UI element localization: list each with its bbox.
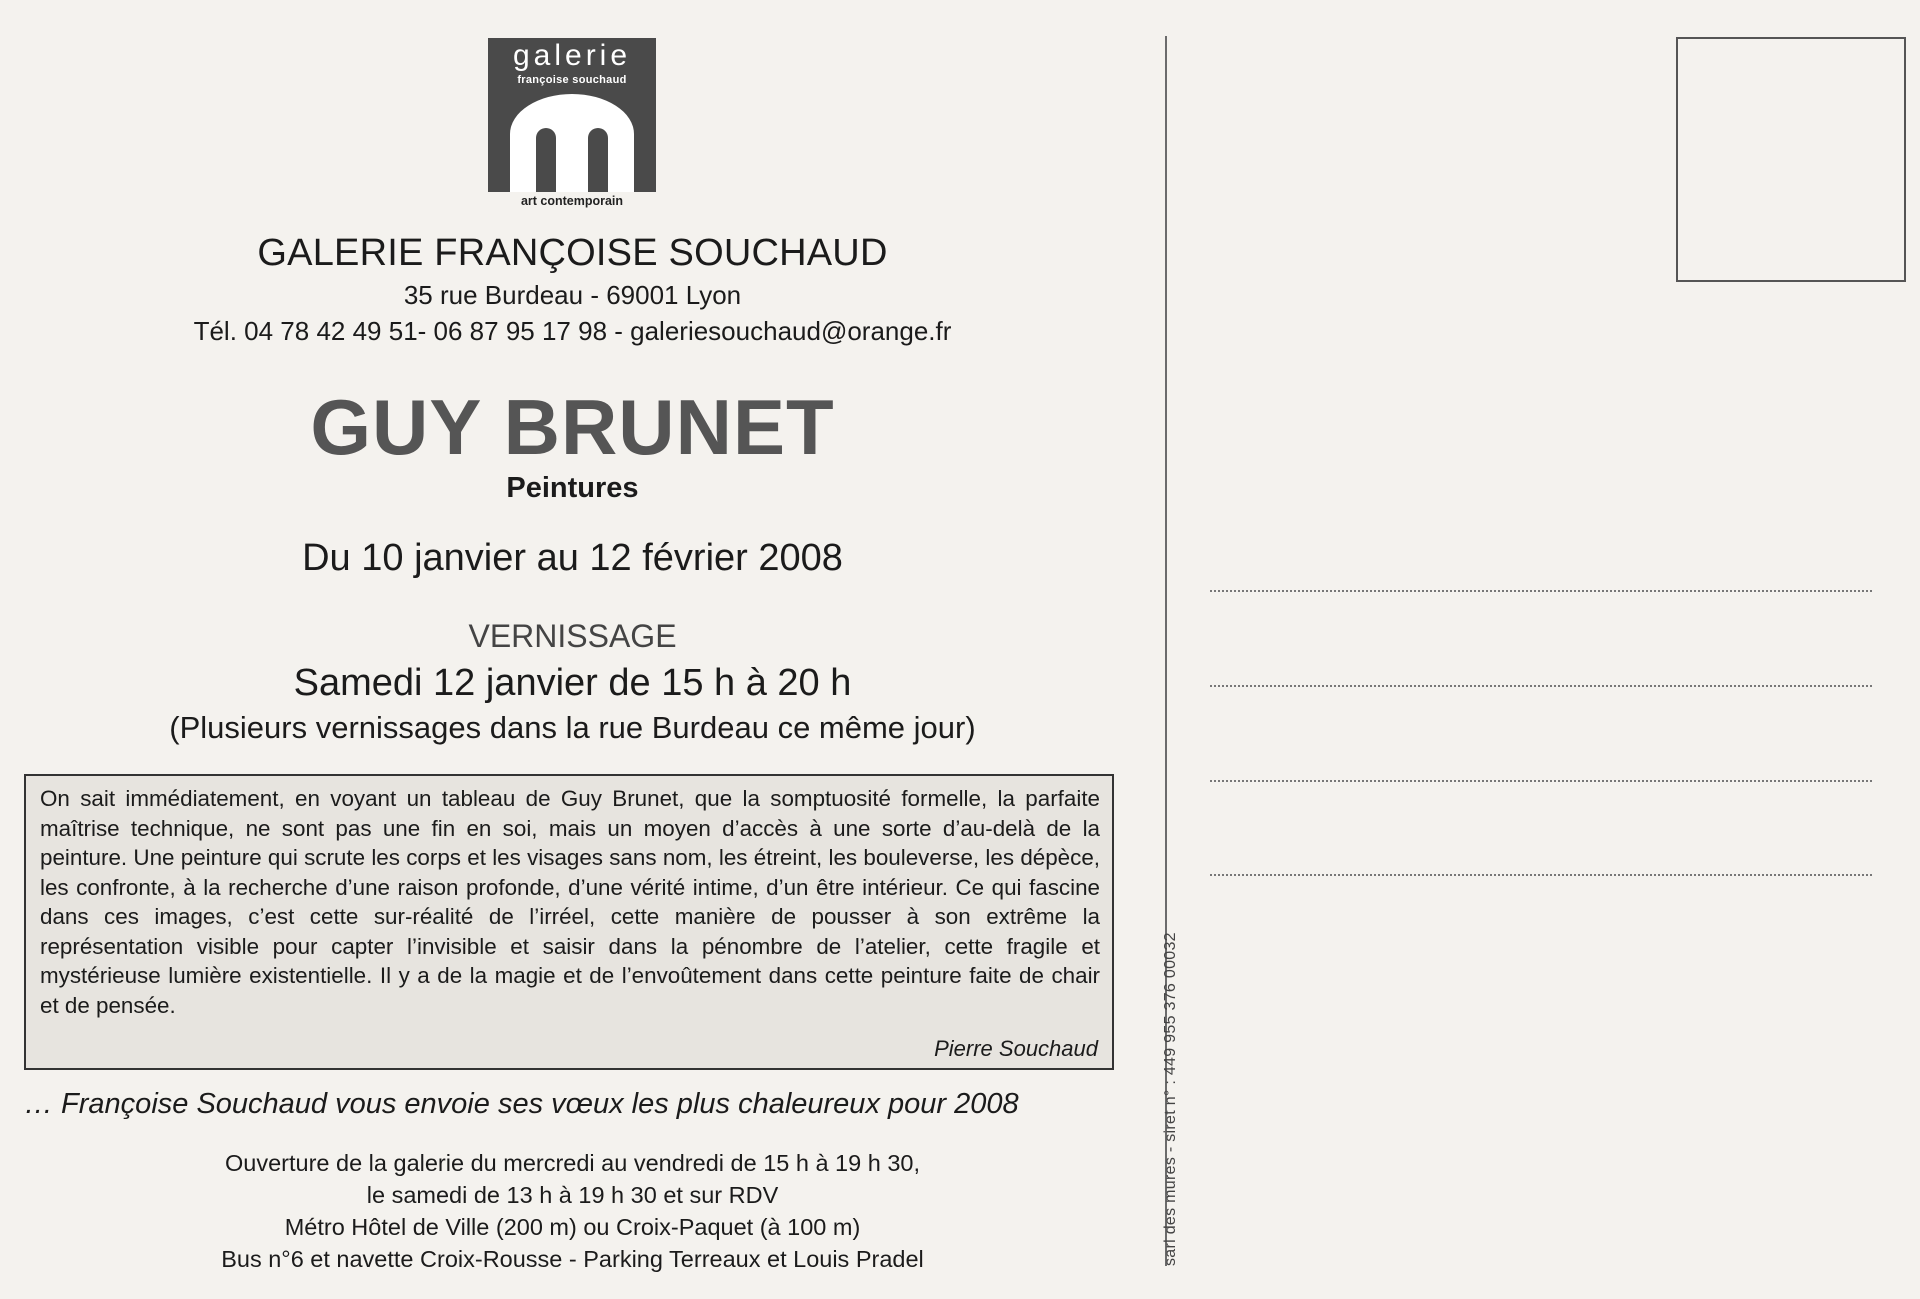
critique-text: On sait immédiatement, en voyant un tableau de Guy Brunet, que la somptuosité formelle, la parfaite maîtrise technique, ne sont pas une fin en soi, mais un moyen d’accès à une sorte d’au-delà de la peinture. Une peinture qui scrute les corps et les visages sans nom, les étreint, les bouleverse, les dépèce, les confronte, à la recherche d’une raison profonde, d’une vérité intime, d’un être intérieur. Ce qui fascine dans ces images, c’est cette sur-réalité de l’irréel, cette manière de pousser à son extrême la représentation visible pour capter l’invisible et saisir dans la pénombre de l’atelier, cette fragile et mystérieuse lumière existentielle. Il y a de la magie et de l’envoûtement dans cette peinture faite de chair et de pensée. [40,786,1100,1018]
address-line [1210,780,1872,782]
critique-signature: Pierre Souchaud [934,1036,1098,1061]
stamp-box [1676,37,1906,282]
logo-arch-icon [502,94,642,194]
vernissage-note: (Plusieurs vernissages dans la rue Burdeau ce même jour) [169,710,976,745]
exhibition-dates: Du 10 janvier au 12 février 2008 [302,537,843,579]
vernissage-date: Samedi 12 janvier de 15 h à 20 h [293,662,852,704]
printer-siret: sarl des mures - siret n° : 449 955 376 00032 [1162,932,1179,1266]
opening-hours-line: le samedi de 13 h à 19 h 30 et sur RDV [366,1182,779,1208]
artist-name: GUY BRUNET [310,383,835,471]
address-line [1210,685,1872,687]
season-greetings: … Françoise Souchaud vous envoie ses vœux les plus chaleureux pour 2008 [24,1088,1019,1120]
critique-box [24,774,1114,1070]
address-line [1210,590,1872,592]
logo-wordmark: galerie [512,39,632,72]
bus-parking-info: Bus n°6 et navette Croix-Rousse - Parking Terreaux et Louis Pradel [221,1246,924,1272]
gallery-contact: Tél. 04 78 42 49 51- 06 87 95 17 98 - galeriesouchaud@orange.fr [193,316,952,346]
opening-hours-line: Ouverture de la galerie du mercredi au vendredi de 15 h à 19 h 30, [225,1150,920,1176]
vernissage-title: VERNISSAGE [468,618,677,654]
logo-subtitle: françoise souchaud [517,74,627,86]
gallery-name: GALERIE FRANÇOISE SOUCHAUD [257,232,888,274]
gallery-logo [488,38,656,210]
address-line [1210,874,1872,876]
exhibition-medium: Peintures [506,472,639,504]
gallery-address: 35 rue Burdeau - 69001 Lyon [403,280,742,310]
logo-tagline: art contemporain [488,192,656,210]
metro-info: Métro Hôtel de Ville (200 m) ou Croix-Paquet (à 100 m) [284,1214,861,1240]
